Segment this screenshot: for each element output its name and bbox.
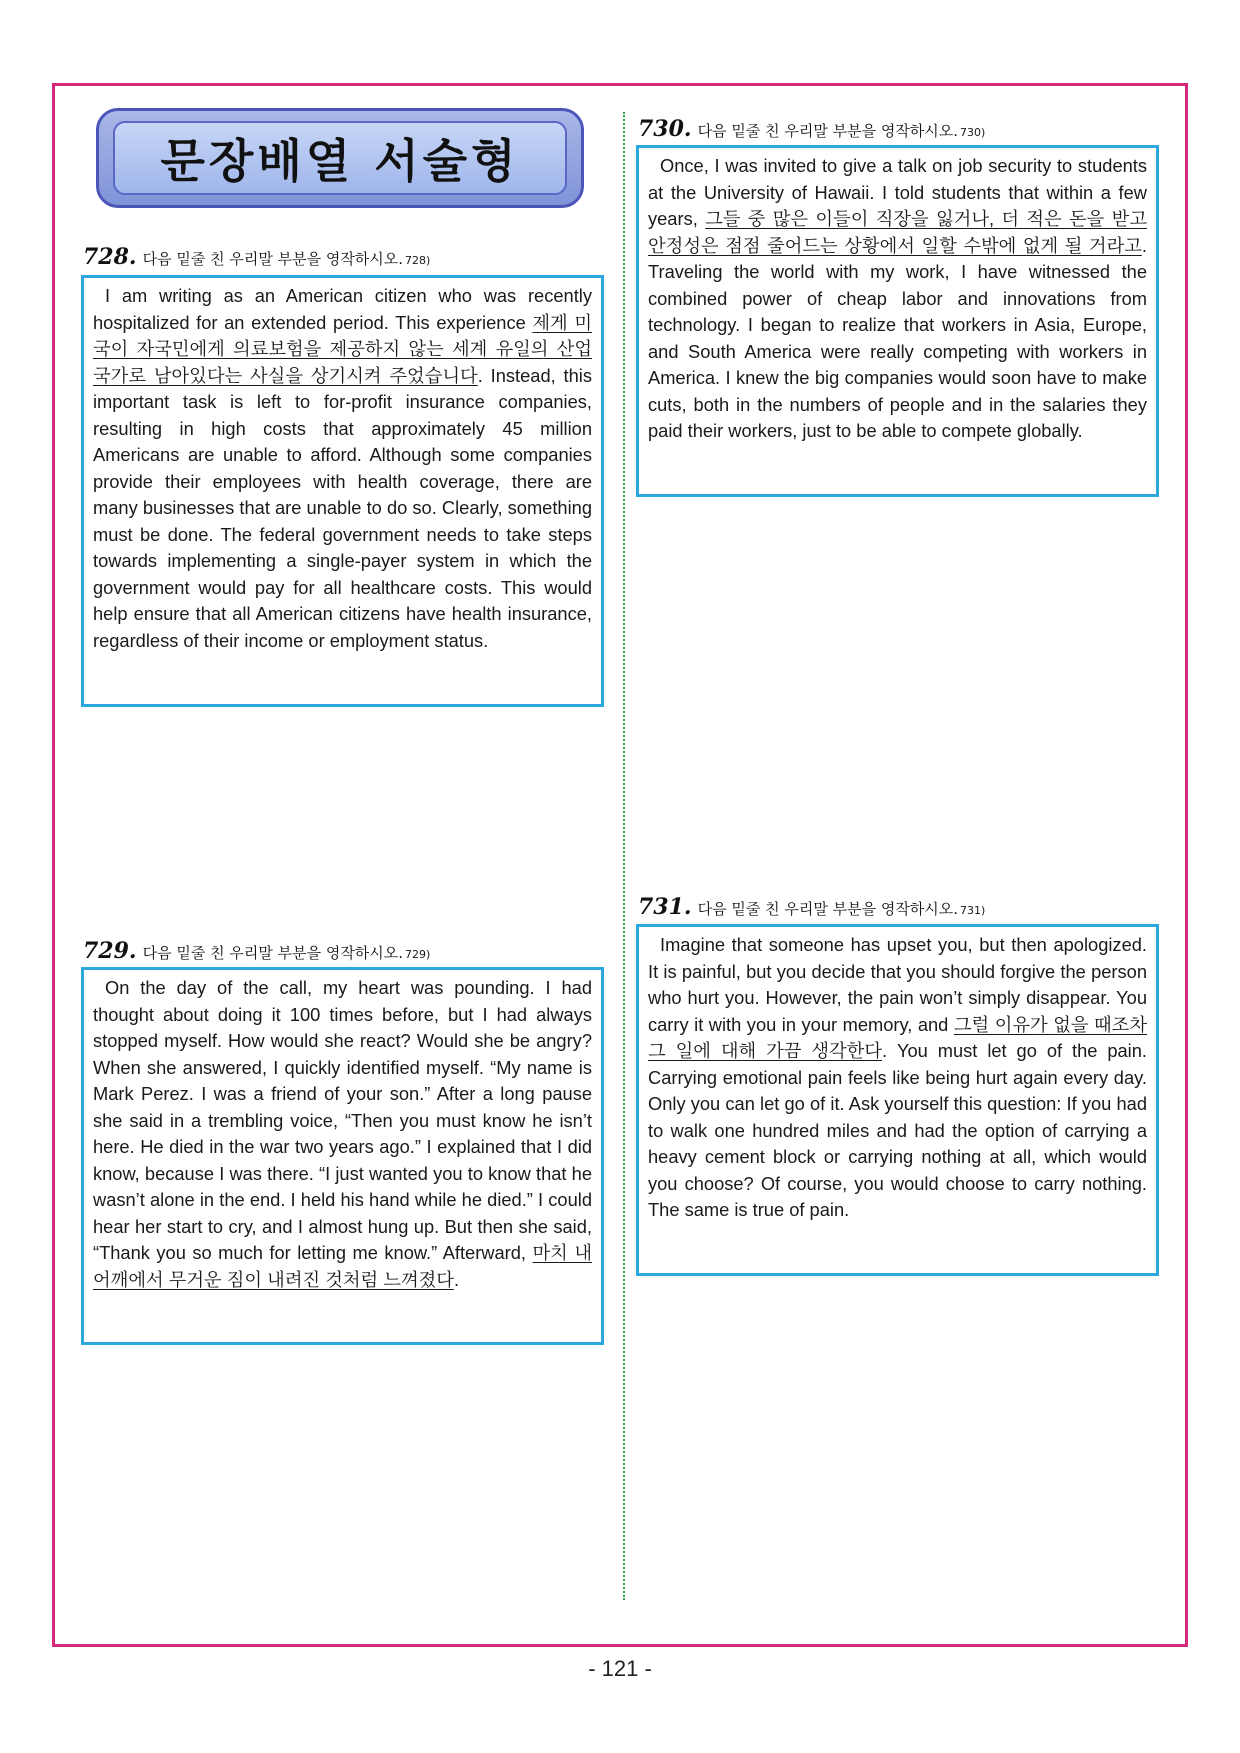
question-instruction: 다음 밑줄 친 우리말 부분을 영작하시오.: [142, 250, 404, 268]
question-instruction: 다음 밑줄 친 우리말 부분을 영작하시오.: [697, 900, 959, 918]
question-instruction: 다음 밑줄 친 우리말 부분을 영작하시오.: [142, 944, 404, 962]
underlined-korean: 제게 미국이 자국민에게 의료보험을 제공하지 않는 세계 유일의 산업 국가로 남아있다는 사실을 상기시켜 주었습니다: [93, 311, 592, 386]
question-reference: 730): [960, 126, 986, 139]
column-divider: [623, 112, 625, 1600]
passage-box-729: [81, 967, 604, 1345]
question-number: 731.: [638, 894, 692, 920]
passage-729: [93, 975, 592, 1293]
passage-box-730: [636, 145, 1159, 497]
underlined-korean: 그들 중 많은 이들이 직장을 잃거나, 더 적은 돈을 받고 안정성은 점점 줄어드는 상황에서 일할 수밖에 없게 될 거라고: [648, 208, 1147, 256]
passage-box-731: [636, 924, 1159, 1276]
question-number: 729.: [83, 938, 137, 964]
question-instruction: 다음 밑줄 친 우리말 부분을 영작하시오.: [697, 122, 959, 140]
passage-box-728: [81, 275, 604, 707]
question-reference: 728): [405, 254, 431, 267]
question-reference: 731): [960, 904, 986, 917]
underlined-korean: 마치 내 어깨에서 무거운 짐이 내려진 것처럼 느껴졌다: [93, 1242, 592, 1290]
question-header-728: [83, 244, 430, 270]
passage-text: On the day of the call, my heart was pounding. I had thought about doing it 100 times before, but I had always stopped myself. How would she react? Would she be angry? When she answered, I quickly identified myself. “My name is Mark Perez. I was a friend of your son.” After a long pause she said in a trembling voice, “Then you must know he isn’t here. He died in the war two years ago.” I explained that I did know, because I was there. “I just wanted you to know that he wasn’t alone in the end. I held his hand while he died.” I could hear her start to cry, and I almost hung up. But then she said, “Thank you so much for letting me know.” Afterward,: [93, 977, 592, 1263]
passage-text: . Instead, this important task is left to for-profit insurance companies, resulting in high costs that approximately 45 million Americans are unable to afford. Although some companies provide their employees with health coverage, there are many businesses that are unable to do so. Clearly, something must be done. The federal government needs to take steps towards implementing a single-payer system in which the government would pay for all healthcare costs. This would help ensure that all American citizens have health insurance, regardless of their income or employment status.: [93, 364, 593, 651]
question-header-730: [638, 116, 985, 142]
passage-text: . You must let go of the pain. Carrying emotional pain feels like being hurt again every day. Only you can let go of it. Ask yourself this question: If you had to walk one hundred miles and had the option of carrying a heavy cement block or carrying nothing at all, which would you choose? Of course, you would choose to carry nothing. The same is true of pain.: [648, 1040, 1147, 1220]
section-title: 문장배열 서술형: [160, 134, 520, 188]
question-reference: 729): [405, 948, 431, 961]
passage-728: [93, 283, 592, 654]
section-banner-inner: [113, 121, 567, 195]
question-number: 730.: [638, 116, 692, 142]
page-number: - 121 -: [588, 1656, 652, 1681]
question-header-731: [638, 894, 985, 920]
passage-731: [648, 932, 1147, 1224]
underlined-korean: 그럴 이유가 없을 때조차 그 일에 대해 가끔 생각한다: [648, 1013, 1148, 1061]
passage-text: I am writing as an American citizen who was recently hospitalized for an extended period. This experience: [93, 285, 592, 333]
passage-text: . Traveling the world with my work, I have witnessed the combined power of cheap labor and innovations from technology. I began to realize that workers in Asia, Europe, and South America were really competing with workers in America. I knew the big companies would soon have to make cuts, both in the numbers of people and in the salaries they paid their workers, just to be able to compete globally.: [648, 234, 1147, 441]
section-banner: [96, 108, 584, 208]
passage-730: [648, 153, 1147, 445]
passage-text: .: [453, 1268, 460, 1290]
question-number: 728.: [83, 244, 137, 270]
passage-text: Imagine that someone has upset you, but then apologized. It is painful, but you decide that you should forgive the person who hurt you. However, the pain won’t simply disappear. You carry it with you in your memory, and: [648, 934, 1147, 1035]
question-header-729: [83, 938, 430, 964]
passage-text: Once, I was invited to give a talk on job security to students at the University of Hawaii. I told students that within a few years,: [648, 155, 1147, 229]
